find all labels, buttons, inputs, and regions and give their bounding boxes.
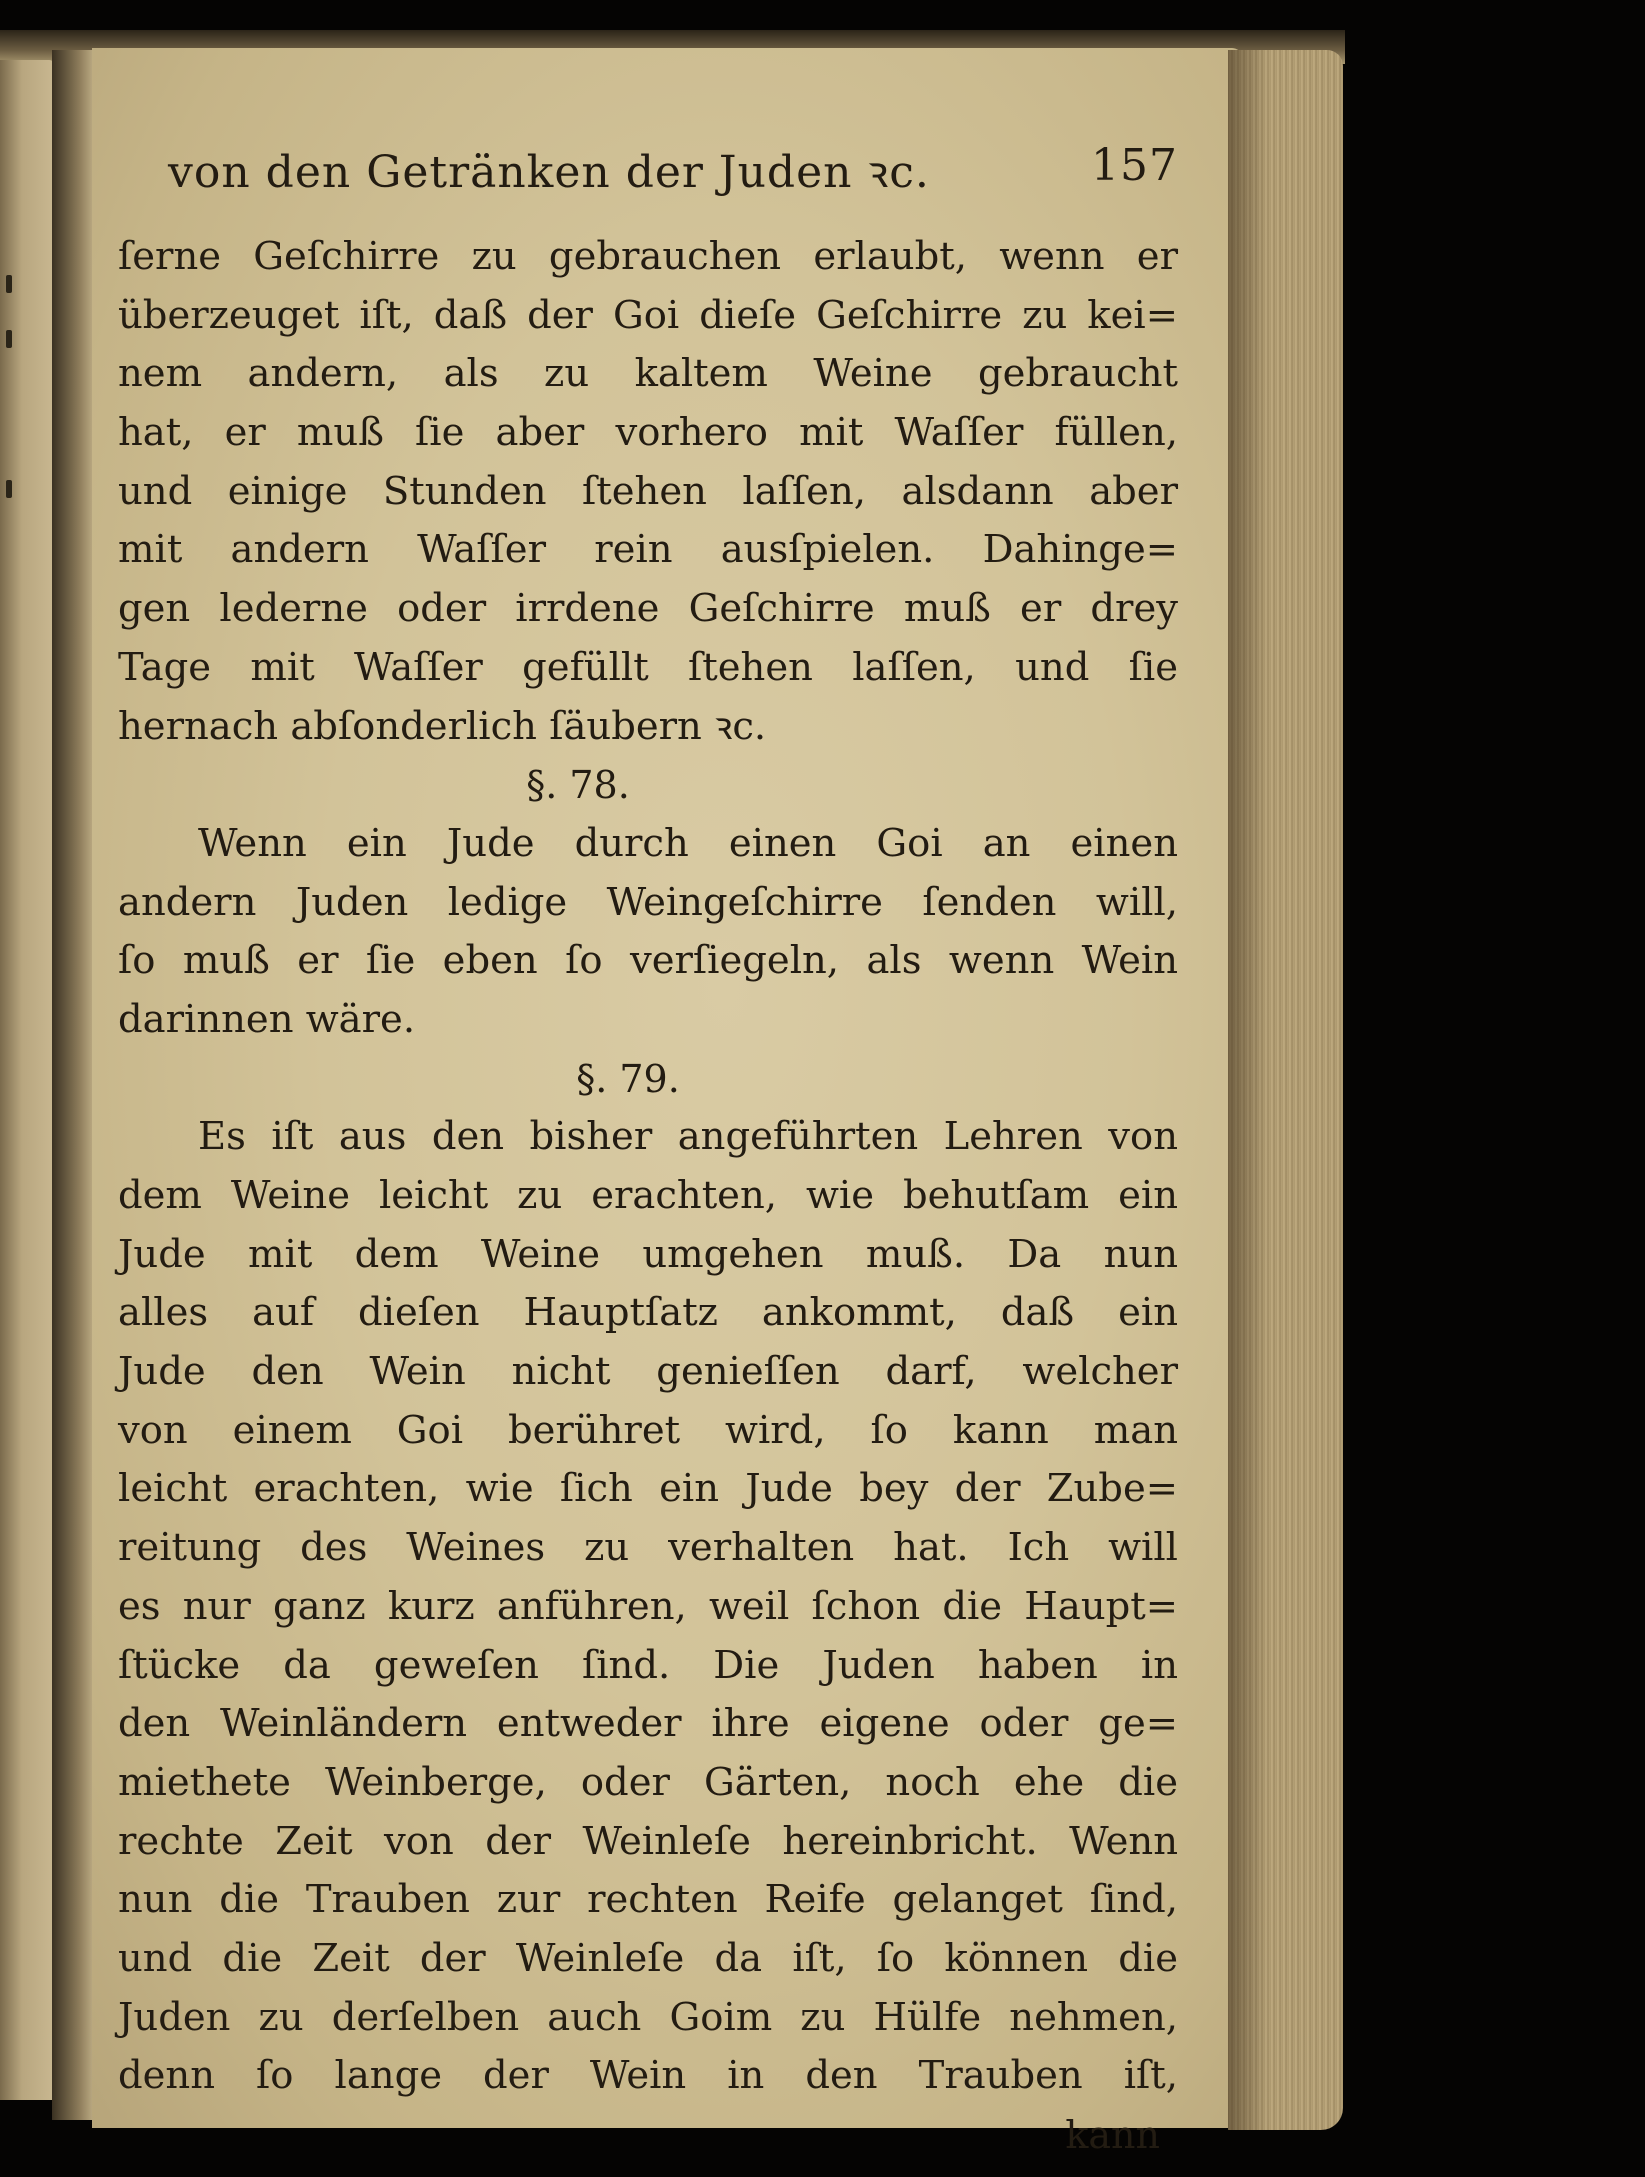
page-text (118, 140, 1178, 2165)
fore-edge-shadow (1228, 50, 1268, 2130)
text-line: Wenn ein Jude durch einen Goi an einen (198, 820, 1178, 866)
page-number: 157 (1091, 140, 1178, 191)
text-line: reitung des Weines zu verhalten hat. Ich will (118, 1525, 1178, 1571)
catchword: kann (1065, 2113, 1160, 2157)
text-line: gen lederne oder irrdene Geſchirre muß er drey (118, 586, 1178, 632)
left-page-mark (6, 330, 12, 348)
text-line: ſtücke da geweſen ſind. Die Juden haben in (118, 1642, 1178, 1688)
left-page-mark (6, 275, 12, 293)
text-line: Jude mit dem Weine umgehen muß. Da nun (118, 1231, 1178, 1277)
text-line: hat, er muß ſie aber vorhero mit Waſſer füllen, (118, 410, 1178, 456)
text-line: es nur ganz kurz anführen, weil ſchon die Haupt= (118, 1583, 1178, 1629)
text-line: Juden zu derſelben auch Goim zu Hülfe nehmen, (118, 1994, 1178, 2040)
text-line: ſerne Geſchirre zu gebrauchen erlaubt, wenn er (118, 234, 1178, 279)
paragraph-continuation (118, 228, 1178, 756)
text-line: den Weinländern entweder ihre eigene oder ge= (118, 1701, 1178, 1747)
text-line: dem Weine leicht zu erachten, wie behutſam ein (118, 1173, 1178, 1218)
section-79-paragraph (118, 1108, 1178, 2106)
section-heading-79: §. 79. (576, 1056, 680, 1101)
running-head (118, 140, 1178, 210)
text-line: rechte Zeit von der Weinleſe hereinbricht. Wenn (118, 1818, 1178, 1864)
text-line: nun die Trauben zur rechten Reife gelanget ſind, (118, 1877, 1178, 1923)
text-line: denn ſo lange der Wein in den Trauben iſt, (118, 2053, 1178, 2099)
text-line: andern Juden ledige Weingeſchirre ſenden will, (118, 879, 1178, 925)
text-line: darinnen wäre. (118, 996, 416, 1042)
text-line: und einige Stunden ſtehen laſſen, alsdann aber (118, 468, 1178, 514)
text-line: miethete Weinberge, oder Gärten, noch ehe die (118, 1759, 1178, 1805)
text-line: leicht erachten, wie ſich ein Jude bey der Zube= (118, 1466, 1178, 1512)
text-line: alles auf dieſen Hauptſatz ankommt, daß ein (118, 1290, 1178, 1336)
text-line: Es iſt aus den bisher angeführten Lehren von (198, 1114, 1178, 1160)
left-page-edge (0, 60, 55, 2100)
section-heading-78: §. 78. (526, 763, 630, 808)
text-line: überzeuget iſt, daß der Goi dieſe Geſchirre zu kei= (118, 292, 1178, 338)
left-page-mark (6, 480, 12, 498)
text-line: hernach abſonderlich ſäubern ꝛc. (118, 703, 767, 749)
text-line: und die Zeit der Weinleſe da iſt, ſo können die (118, 1935, 1178, 1981)
text-line: Jude den Wein nicht genieſſen darf, welcher (118, 1349, 1178, 1395)
text-line: Tage mit Waſſer gefüllt ſtehen laſſen, und ſie (118, 644, 1178, 690)
text-line: mit andern Waſſer rein ausſpielen. Dahinge= (118, 527, 1178, 573)
page-gutter (52, 50, 97, 2120)
text-line: ſo muß er ſie eben ſo verſiegeln, als wenn Wein (118, 938, 1178, 984)
text-line: von einem Goi berühret wird, ſo kann man (118, 1407, 1178, 1453)
section-78-paragraph (118, 815, 1178, 1050)
text-line: nem andern, als zu kaltem Weine gebraucht (118, 351, 1178, 397)
running-head-title: von den Getränken der Juden ꝛc. (168, 147, 930, 198)
